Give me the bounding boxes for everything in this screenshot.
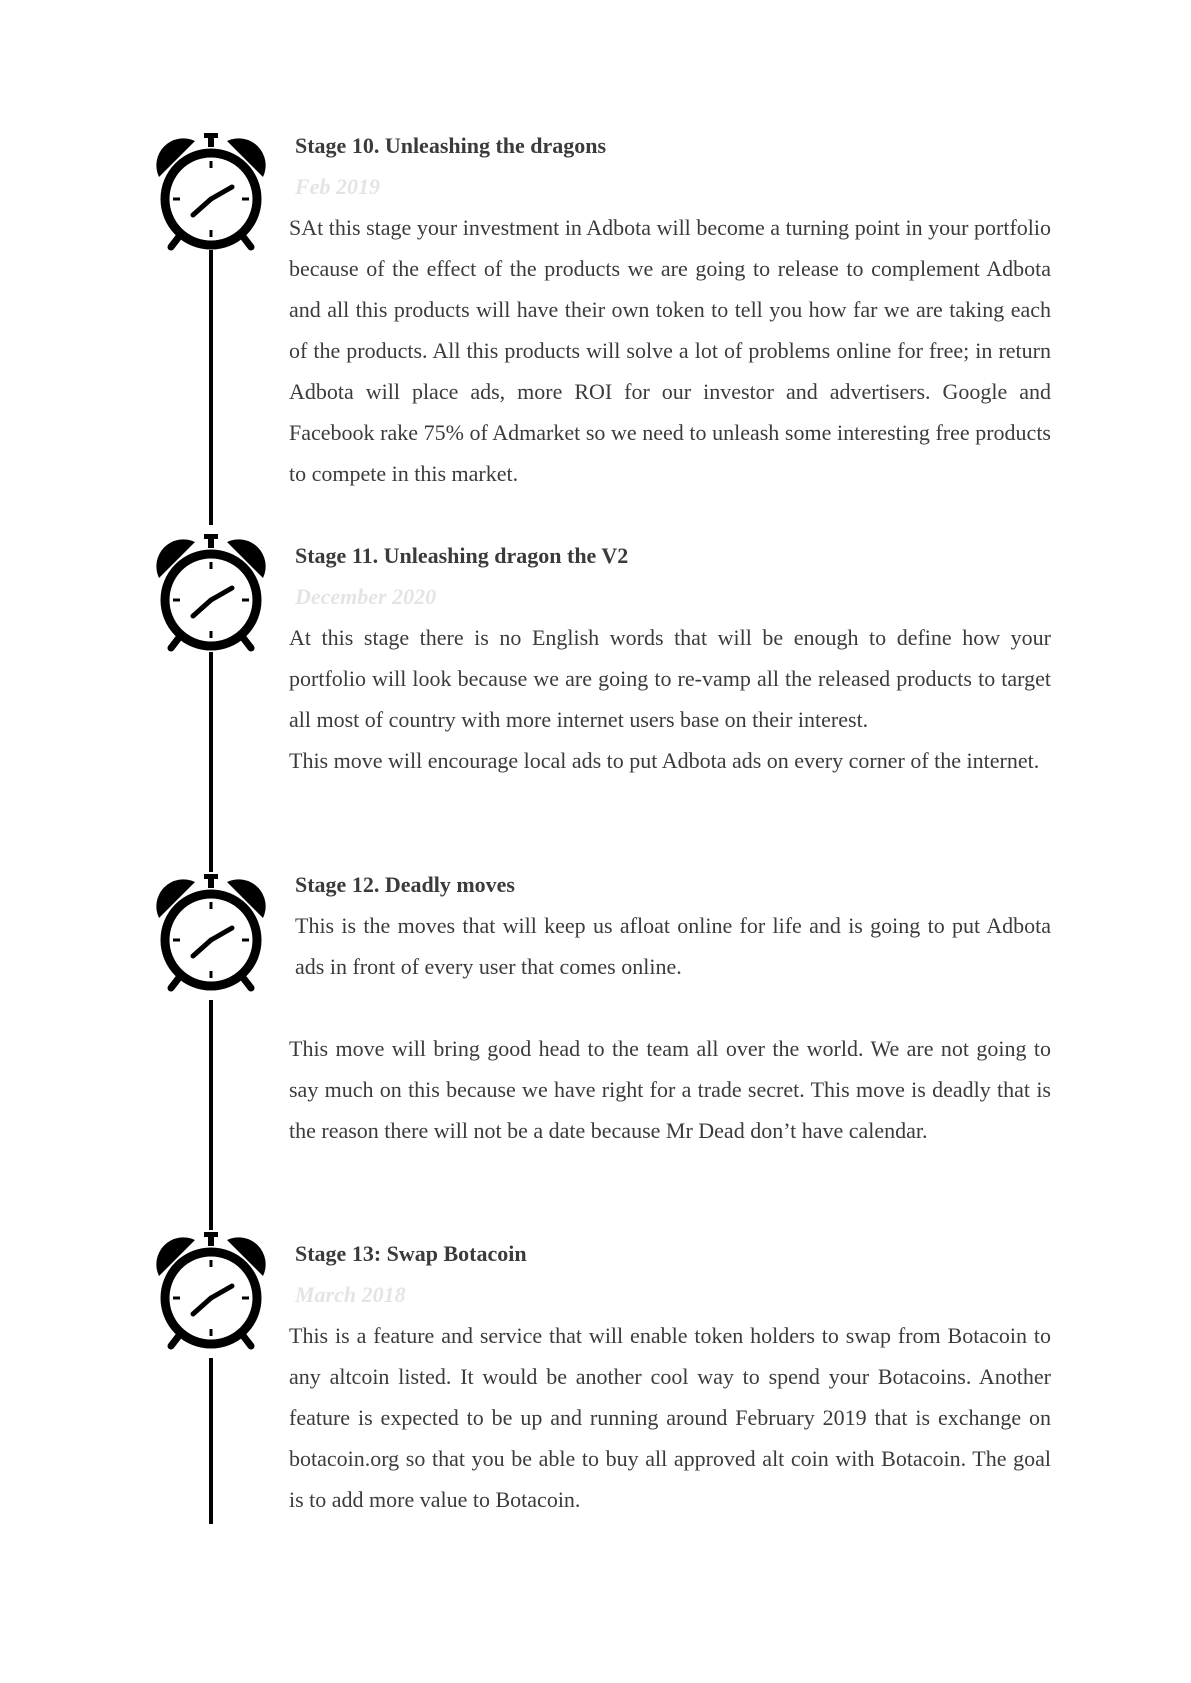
alarm-clock-icon <box>149 131 273 255</box>
stage-description: This is the moves that will keep us afloat online for life and is going to put Adbota ads in front of every user that comes online. <box>295 913 1051 979</box>
stage-title: Stage 11. Unleashing dragon the V2 <box>295 543 629 568</box>
stage-title: Stage 10. Unleashing the dragons <box>295 133 607 158</box>
stage-description: SAt this stage your investment in Adbota will become a turning point in your portfolio because of the effect of the products we are going to release to complement Adbota and all this products will have their own token to tell you how far we are taking each of the products. All this products will solve a lot of problems online for free; in return Adbota will place ads, more ROI for our investor and advertisers. Google and Facebook rake 75% of Admarket so we need to unleash some interesting free products to compete in this market. <box>289 215 1051 486</box>
timeline-line <box>209 1000 213 1230</box>
stage-12 <box>289 864 1051 1151</box>
stage-title: Stage 12. Deadly moves <box>295 872 515 897</box>
stage-11 <box>289 535 1051 781</box>
stage-description: This is a feature and service that will enable token holders to swap from Botacoin to any altcoin listed. It would be another cool way to spend your Botacoins. Another feature is expected to be up and running around February 2019 that is exchange on botacoin.org so that you be able to buy all approved alt coin with Botacoin. The goal is to add more value to Botacoin. <box>289 1323 1051 1512</box>
alarm-clock-icon <box>149 532 273 656</box>
stage-description: At this stage there is no English words that will be enough to define how your portfolio will look because we are going to re-vamp all the released products to target all most of country with more internet users base on their interest. <box>289 625 1051 732</box>
timeline-line <box>209 250 213 525</box>
timeline-line <box>209 1358 213 1524</box>
stage-date: Feb 2019 <box>295 174 380 199</box>
stage-date: December 2020 <box>295 584 437 609</box>
alarm-clock-icon <box>149 1230 273 1354</box>
timeline-line <box>209 652 213 872</box>
stage-10 <box>289 125 1051 494</box>
alarm-clock-icon <box>149 872 273 996</box>
stage-description: This move will bring good head to the team all over the world. We are not going to say much on this because we have right for a trade secret. This move is deadly that is the reason there will not be a date because Mr Dead don’t have calendar. <box>289 1036 1051 1143</box>
stage-title: Stage 13: Swap Botacoin <box>295 1241 527 1266</box>
stage-13 <box>289 1233 1051 1520</box>
stage-date: March 2018 <box>295 1282 406 1307</box>
stage-description: This move will encourage local ads to put Adbota ads on every corner of the internet. <box>289 748 1040 773</box>
